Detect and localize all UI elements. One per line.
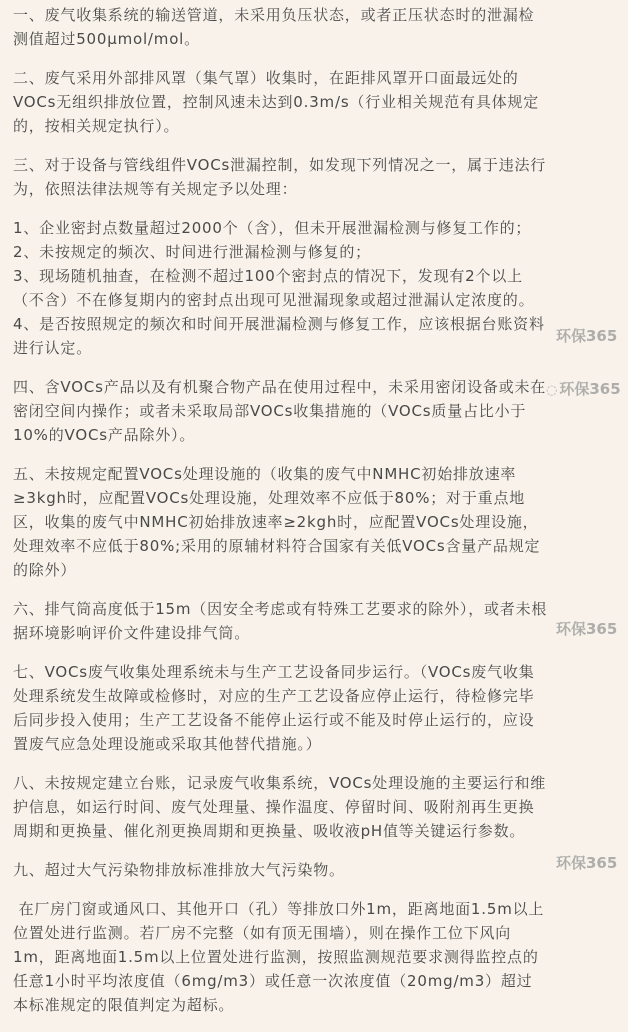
violation-list: [13, 216, 548, 360]
list-item: 4、是否按照规定的频次和时间开展泄漏检测与修复工作，应该根据台账资料进行认定。: [13, 315, 545, 357]
list-item: 2、未按规定的频次、时间进行泄漏检测与修复的；: [13, 243, 371, 261]
list-item: 3、现场随机抽查，在检测不超过100个密封点的情况下，发现有2个以上（不含）不在修复期内的密封点出现可见泄漏现象或超过泄漏认定浓度的。: [13, 267, 535, 309]
watermark: [556, 852, 617, 873]
article-body: [13, 3, 548, 1032]
paragraph-7: 七、VOCs废气收集处理系统未与生产工艺设备同步运行。（VOCs废气收集处理系统发生故障或检修时，对应的生产工艺设备应停止运行，待检修完毕后同步投入使用；生产工艺设备不能停止运行或不能及时停止运行的，应设置废气应急处理设施或采取其他替代措施。）: [13, 663, 535, 753]
paragraph-10: 在厂房门窗或通风口、其他开口（孔）等排放口外1m，距离地面1.5m以上位置处进行监测。若厂房不完整（如有顶无围墙），则在操作工位下风向1m，距离地面1.5m以上位置处进行监测，按照监测规范要求测得监控点的任意1小时平均浓度值（6mg/m3）或任意一次浓度值（20mg/m3）超过本标准规定的限值判定为超标。: [13, 900, 545, 1014]
paragraph-2: 二、废气采用外部排风罩（集气罩）收集时，在距排风罩开口面最远处的VOCs无组织排放位置，控制风速未达到0.3m/s（行业相关规范有具体规定的，按相关规定执行）。: [13, 69, 540, 135]
watermark: [556, 618, 617, 639]
paragraph-4: 四、含VOCs产品以及有机聚合物产品在使用过程中，未采用密闭设备或未在密闭空间内操作；或者未采取局部VOCs收集措施的（VOCs质量占比小于10%的VOCs产品除外）。: [13, 378, 547, 444]
watermark-text: 环保365: [556, 854, 618, 872]
watermark: [546, 378, 621, 399]
watermark-text: 环保365: [559, 380, 621, 398]
paragraph-6: 六、排气筒高度低于15m（因安全考虑或有特殊工艺要求的除外），或者未根据环境影响评价文件建设排气筒。: [13, 600, 548, 642]
paragraph-1: 一、废气收集系统的输送管道，未采用负压状态，或者正压状态时的泄漏检测值超过500μmol/mol。: [13, 6, 535, 48]
paragraph-5: 五、未按规定配置VOCs处理设施的（收集的废气中NMHC初始排放速率≥3kgh时，应配置VOCs处理设施，处理效率不应低于80%；对于重点地区，收集的废气中NMHC初始排放速率≥2kgh时，应配置VOCs处理设施，处理效率不应低于80%;采用的原辅材料符合国家有关低VOCs含量产品规定的除外）: [13, 465, 541, 579]
wechat-icon: ◌: [546, 383, 558, 398]
watermark: [556, 325, 617, 346]
paragraph-3: 三、对于设备与管线组件VOCs泄漏控制，如发现下列情况之一，属于违法行为，依照法律法规等有关规定予以处理：: [13, 156, 547, 198]
paragraph-8: 八、未按规定建立台账，记录废气收集系统，VOCs处理设施的主要运行和维护信息，如运行时间、废气处理量、操作温度、停留时间、吸附剂再生更换周期和更换量、催化剂更换周期和更换量、吸收液pH值等关键运行参数。: [13, 774, 547, 840]
list-item: 1、企业密封点数量超过2000个（含），但未开展泄漏检测与修复工作的；: [13, 219, 532, 237]
watermark-text: 环保365: [556, 327, 618, 345]
paragraph-9: 九、超过大气污染物排放标准排放大气污染物。: [13, 861, 345, 879]
watermark-text: 环保365: [556, 620, 618, 638]
